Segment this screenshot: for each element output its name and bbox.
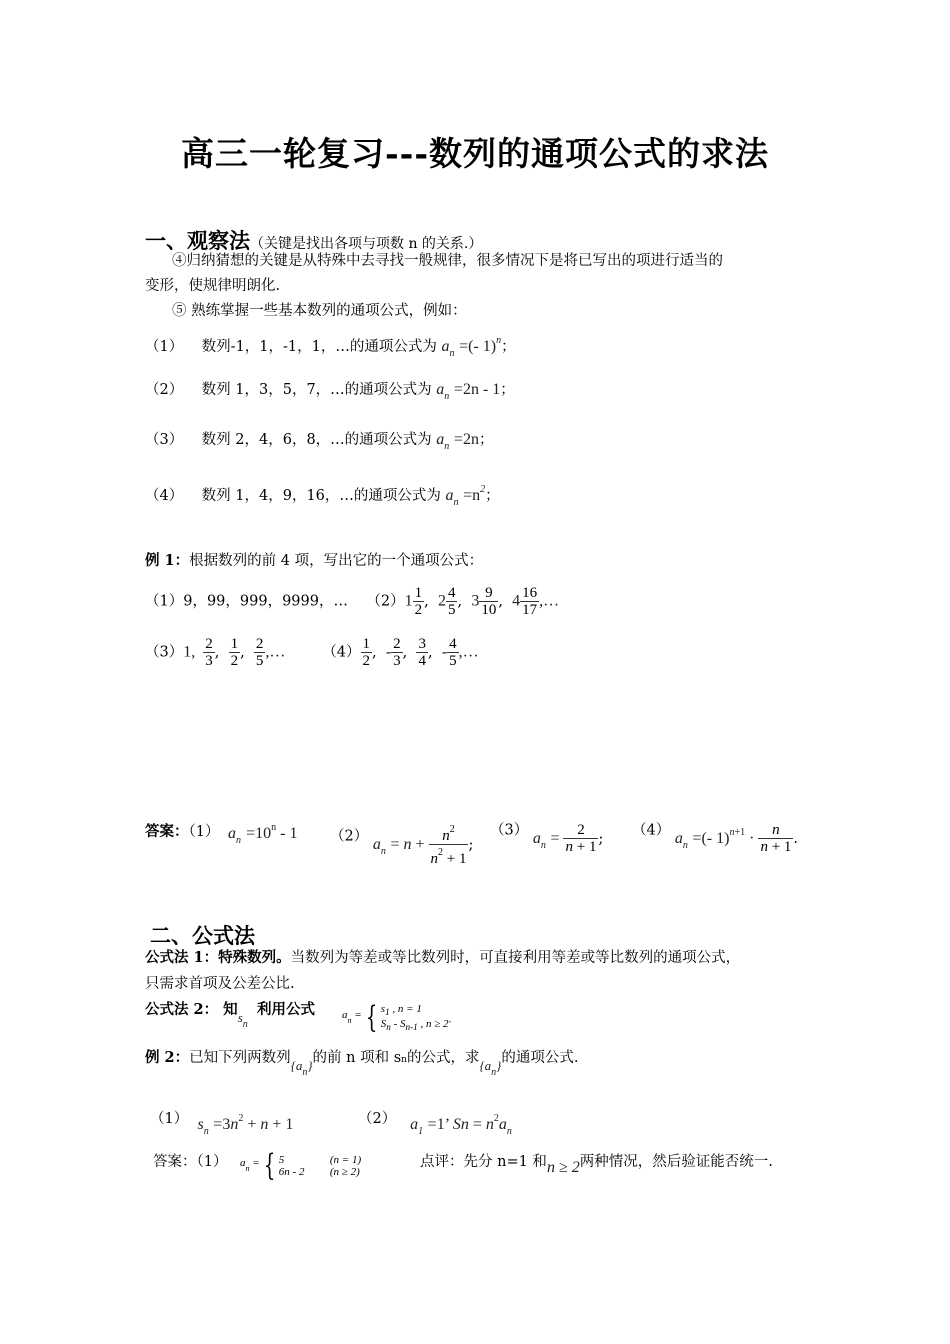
answer-2-piecewise: $a_n$ = { 5 6n - 2 (n = 1) (n ≥ 2) bbox=[240, 1148, 362, 1183]
example-2-q2: （2） $a_1 =1$’ $Sn = n^2a_n$ bbox=[358, 1111, 512, 1137]
list-item: （3） 数列 2，4，6，8，…的通项公式为 $a_n =2n$； bbox=[145, 431, 494, 452]
paragraph-4-cont: 变形，使规律明朗化. bbox=[145, 278, 281, 294]
formula-method-1-cont: 只需求首项及公差公比. bbox=[145, 976, 295, 992]
answer-2: 答案：（1） bbox=[153, 1154, 228, 1170]
heading-text: 一、观察法 bbox=[145, 228, 250, 253]
example-1-q3-q4: （3）1, $\frac{2}{3}$ , $\frac{1}{2}$ , $\frac{2}{5}$ ,… （4） $\frac{1}{2}$ , - $\frac{2}{3}$ , $\frac{3}{4}$ , - $\frac{4}{5}$ ,… bbox=[145, 636, 479, 669]
paragraph-5: ⑤ 熟练掌握一些基本数列的通项公式，例如： bbox=[172, 303, 467, 319]
formula-method-1: 公式法 1：特殊数列。当数列为等差或等比数列时，可直接利用等差或等比数列的通项公式， bbox=[145, 949, 741, 966]
formula-method-2: 公式法 2： 知$s_n$ 利用公式 bbox=[145, 1001, 315, 1030]
example-2: 例 2：已知下列两数列$\{a_n\}$的前 n 项和 sn的公式，求$\{a_n\}$的通项公式. bbox=[145, 1049, 579, 1078]
section-heading-formula: 二、公式法 bbox=[150, 923, 255, 948]
page-title: 高三一轮复习---数列的通项公式的求法 bbox=[180, 134, 770, 173]
paragraph-4: ④归纳猜想的关键是从特殊中去寻找一般规律，很多情况下是将已写出的项进行适当的 bbox=[172, 253, 723, 269]
answer-1-formula-1: $a_n =10^n - 1$ bbox=[228, 822, 298, 846]
answer-1: 答案：（1） bbox=[145, 823, 220, 840]
list-item: （4） 数列 1，4，9，16，…的通项公式为 $a_n =n^2$； bbox=[145, 484, 500, 508]
list-item: （1） 数列-1，1，-1，1，…的通项公式为 $a_n$ =(- 1)$^n$； bbox=[145, 335, 516, 359]
answer-1-formula-2: （2） $a_n = n$ + $\frac{n^2}{n^2 + 1}$ ; bbox=[330, 824, 474, 867]
answer-1-formula-3: （3） $a_n$ = $\frac{2}{n + 1}$ ; bbox=[490, 822, 604, 855]
example-2-q1: （1） $s_n =3n^2 + n + 1$ bbox=[150, 1111, 294, 1137]
answer-2-comment: 点评：先分 n=1 和n ≥ 2两种情况，然后验证能否统一. bbox=[420, 1154, 773, 1176]
example-1-q1-q2: （1）9，99，999，9999，… （2）1 $\frac{1}{2}$ , 2 $\frac{4}{5}$ , 3 $\frac{9}{10}$ , 4 $\frac{16}{17}$ ,… bbox=[145, 585, 560, 618]
heading-note: （关键是找出各项与项数 n 的关系.） bbox=[250, 236, 483, 252]
list-item: （2） 数列 1，3，5，7，…的通项公式为 $a_n =2n - 1$； bbox=[145, 381, 515, 402]
answer-1-formula-4: （4） $a_n$ =(- 1)$^{n+1}$ · $\frac{n}{n + 1}$ . bbox=[632, 822, 799, 855]
example-1: 例 1：根据数列的前 4 项，写出它的一个通项公式： bbox=[145, 552, 484, 569]
formula-piecewise: $a_n$ = { $s_1$ , n = 1 $S_n - S_{n-1}$ , n ≥ 2. bbox=[342, 1000, 452, 1036]
